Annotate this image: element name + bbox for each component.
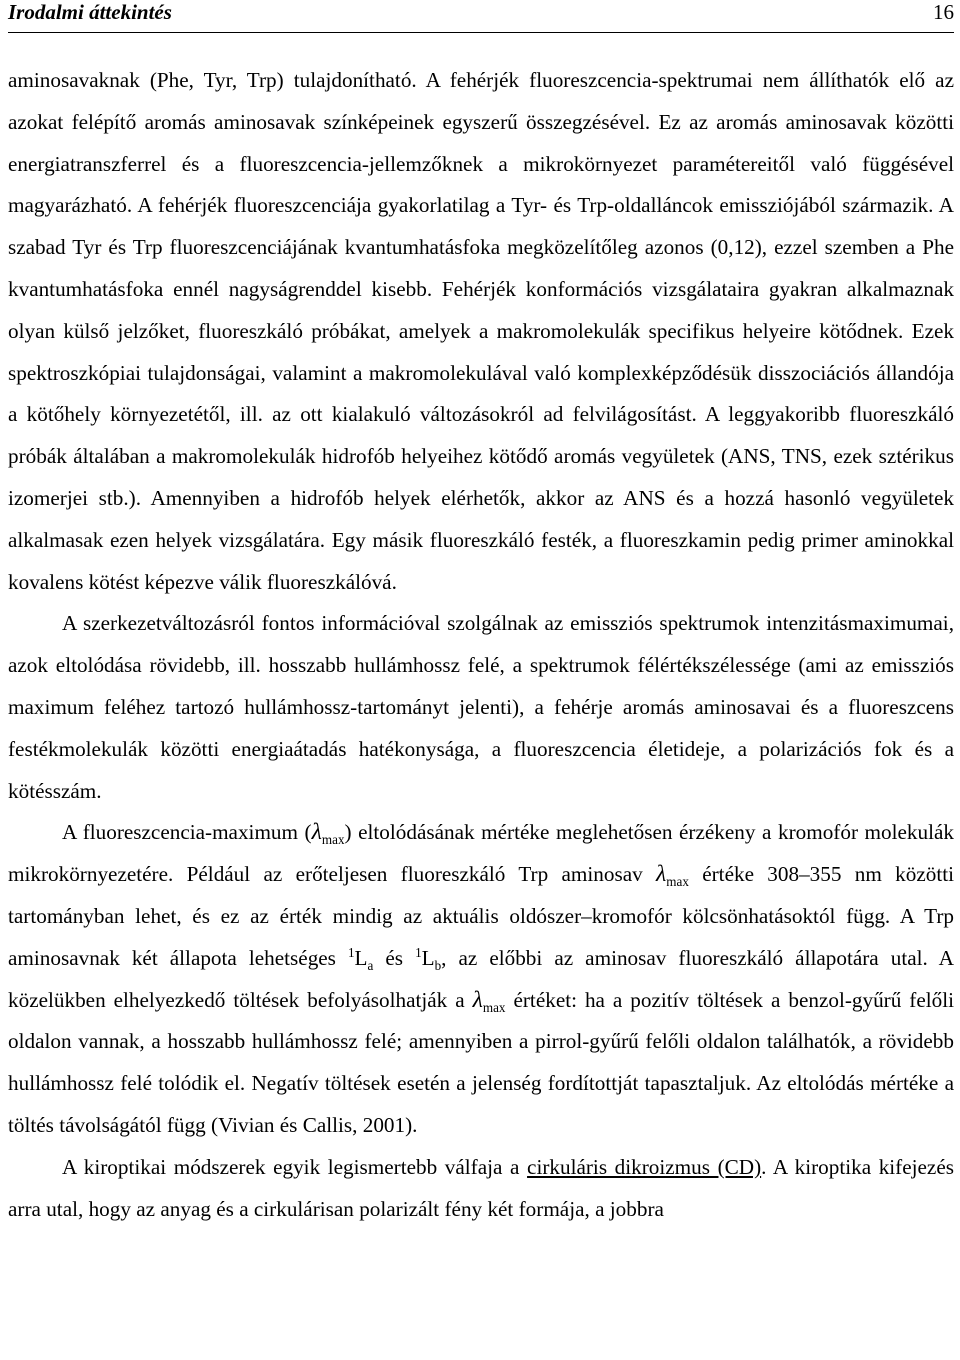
p3-text-1: A fluoreszcencia-maximum (	[62, 820, 312, 845]
max-subscript: max	[321, 832, 345, 848]
subscript-a: a	[367, 957, 374, 973]
body-text	[8, 60, 954, 1231]
state-l: L	[421, 945, 435, 970]
subscript-b: b	[434, 957, 442, 973]
max-subscript: max	[666, 874, 689, 890]
lambda-symbol: λ	[472, 986, 483, 1013]
max-subscript: max	[482, 999, 506, 1015]
paragraph-1: aminosavaknak (Phe, Tyr, Trp) tulajdonítható. A fehérjék fluoreszcencia-spektrumai nem állíthatók elő az azokat felépítő aromás aminosavak színképeinek egyszerű összegzésével. Ez az aromás aminosavak közötti energiatranszferrel és a fluoreszcencia-jellemzőknek a mikrokörnyezet paramétereitől való függésével magyarázható. A fehérjék fluoreszcenciája gyakorlatilag a Tyr- és Trp-oldalláncok emissziójából származik. A szabad Tyr és Trp fluoreszcenciájának kvantumhatásfoka megközelítőleg azonos (0,12), ezzel szemben a Phe kvantumhatásfoka ennél nagyságrenddel kisebb. Fehérjék konformációs vizsgálataira gyakran alkalmaznak olyan külső jelzőket, fluoreszkáló próbákat, amelyek a makromolekulák specifikus helyeire kötődnek. Ezek spektroszkópiai tulajdonságai, valamint a makromolekulával való komplexképződésük disszociációs állandója a kötőhely környezetétől, ill. az ott kialakuló változásokról ad felvilágosítást. A leggyakoribb fluoreszkáló próbák általában a makromolekulák hidrofób helyeihez kötődő aromás vegyületek (ANS, TNS, ezek sztérikus izomerjei stb.). Amennyiben a hidrofób helyek elérhetők, akkor az ANS és a hozzá hasonló vegyületek alkalmasak ezen helyek vizsgálatára. Egy másik fluoreszkáló festék, a fluoreszkamin pedig primer aminokkal kovalens kötést képezve válik fluoreszkálóvá.	[8, 68, 954, 594]
page-header	[8, 0, 954, 33]
p4-text-1: A kiroptikai módszerek egyik legismertebb válfaja a	[62, 1154, 528, 1179]
section-title: Irodalmi áttekintés	[8, 0, 172, 24]
paragraph-3	[8, 812, 954, 1146]
superscript-one: 1	[415, 944, 422, 960]
paragraph-4	[8, 1147, 954, 1231]
p3-text-2: ) eltolódásának mértéke meglehetősen érzékeny a kromofór molekulák mikrokörnyezetére. Például az erőteljesen fluoreszkáló Trp aminosav	[8, 820, 954, 887]
superscript-one: 1	[347, 944, 355, 960]
cd-link[interactable]: cirkuláris dikroizmus (CD)	[527, 1154, 762, 1179]
p3-text-6: értéket: ha a pozitív töltések a benzol-gyűrű felőli oldalon vannak, a hosszabb hullámhossz felé; amennyiben a pirrol-gyűrű felőli oldalon találhatók, a rövidebb hullámhossz felé tolódik el. Negatív töltések esetén a jelenség fordítottját tapasztaljuk. Az eltolódás mértéke a töltés távolságától függ (Vivian és Callis, 2001).	[8, 987, 954, 1137]
p3-text-5: , az előbbi az aminosav fluoreszkáló állapotára utal. A közelükben elhelyezkedő töltések befolyásolhatják a	[8, 945, 954, 1012]
p4-text-2: . A kiroptika kifejezés arra utal, hogy az anyag és a cirkulárisan polarizált fény két formája, a jobbra	[8, 1154, 954, 1221]
paragraph-2: A szerkezetváltozásról fontos információval szolgálnak az emissziós spektrumok intenzitásmaximumai, azok eltolódása rövidebb, ill. hosszabb hullámhossz felé, a spektrumok félértékszélessége (ami az emissziós maximum feléhez tartozó hullámhossz-tartományt jelenti), a fehérje aromás aminosavai és a fluoreszcens festékmolekulák közötti energiaátadás hatékonysága, a fluoreszcencia életideje, a polarizációs fok és a kötésszám.	[8, 611, 954, 803]
p3-text-4: és	[373, 945, 416, 970]
state-l: L	[354, 945, 368, 970]
p3-text-3: értéke 308–355 nm közötti tartományban lehet, és ez az érték mindig az aktuális oldószer–kromofór kölcsönhatásoktól függ. A Trp aminosavnak két állapota lehetséges	[8, 862, 954, 970]
lambda-symbol: λ	[311, 819, 322, 846]
page-number: 16	[933, 0, 954, 24]
lambda-symbol: λ	[656, 861, 667, 888]
